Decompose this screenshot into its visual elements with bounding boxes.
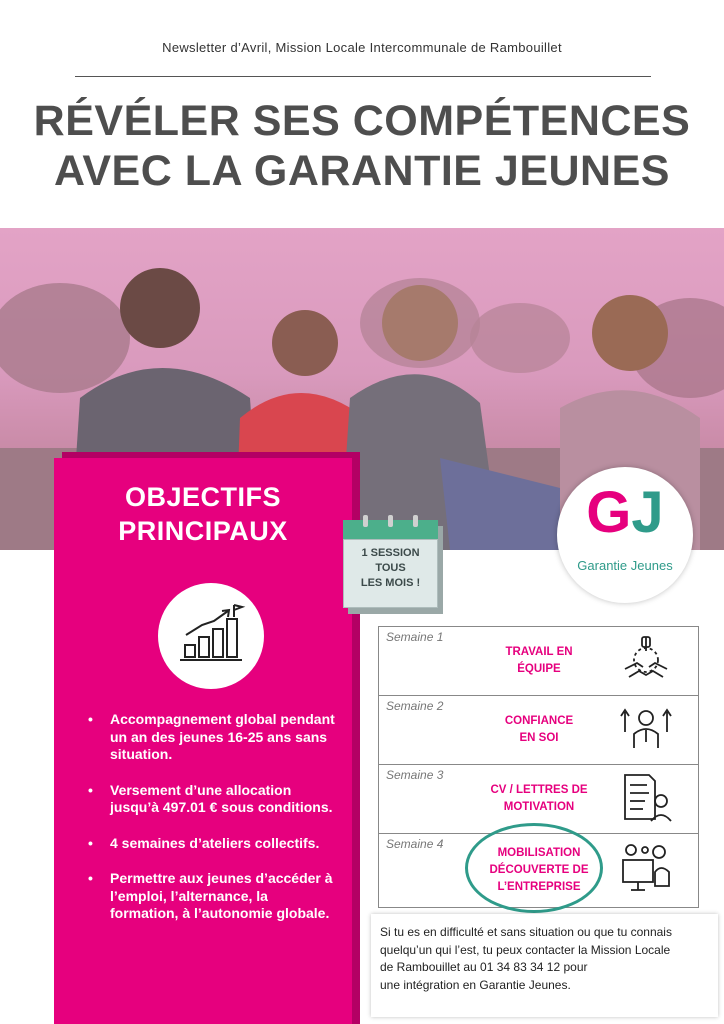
week-topic-line: CV / LETTRES DE [490, 784, 588, 796]
logo-label: Garantie Jeunes [577, 558, 673, 573]
week-label: Semaine 4 [386, 837, 444, 851]
week-topic [475, 644, 603, 678]
page-title [0, 96, 724, 196]
objective-item: • Versement d’une allocation jusqu’à 497.01 € sous conditions. [86, 782, 336, 817]
week-label: Semaine 1 [386, 630, 444, 644]
teamwork-hands-icon [619, 633, 673, 687]
header-divider [75, 76, 651, 77]
week-topic-line: MOBILISATION [497, 847, 581, 859]
newsletter-subtitle: Newsletter d’Avril, Mission Locale Intercommunale de Rambouillet [162, 40, 562, 55]
calendar-text [343, 546, 438, 591]
session-calendar [343, 520, 438, 608]
contact-line: quelqu’un qui l’est, tu peux contacter la Mission Locale [380, 942, 671, 957]
calendar-ring [363, 515, 368, 527]
week-topic-line: ÉQUIPE [517, 663, 561, 675]
confident-person-icon [619, 702, 673, 756]
calendar-ring [388, 515, 393, 527]
objective-item: • Permettre aux jeunes d’accéder à l’emploi, l’alternance, la formation, à l’autonomie globale. [86, 870, 336, 923]
contact-line: de Rambouillet au 01 34 83 34 12 pour [380, 960, 588, 974]
week-topic-line: DÉCOUVERTE DE [489, 864, 589, 876]
calendar-ring [413, 515, 418, 527]
calendar-line-1: 1 SESSION [361, 547, 420, 559]
week-label: Semaine 2 [386, 699, 444, 713]
objectives-title-line-2: PRINCIPAUX [118, 516, 288, 546]
week-label: Semaine 3 [386, 768, 444, 782]
week-topic-line: TRAVAIL EN [505, 646, 573, 658]
title-line-2: AVEC LA GARANTIE JEUNES [54, 147, 670, 195]
resume-document-icon [619, 771, 673, 825]
calendar-line-2: TOUS [375, 562, 406, 574]
contact-line: une intégration en Garantie Jeunes. [380, 977, 571, 992]
objective-item: • 4 semaines d’ateliers collectifs. [86, 835, 336, 853]
highlight-ellipse [465, 823, 603, 913]
contact-box [371, 914, 718, 1017]
week-row-1 [379, 627, 698, 696]
objective-item: • Accompagnement global pendant un an des jeunes 16-25 ans sans situation. [86, 711, 336, 764]
business-presentation-icon [619, 842, 673, 896]
objectives-title-line-1: OBJECTIFS [124, 482, 282, 512]
growth-chart-icon [158, 583, 264, 689]
week-topic [475, 782, 603, 816]
contact-line: Si tu es en difficulté et sans situation ou que tu connais [380, 925, 672, 939]
week-topic-line: CONFIANCE [504, 715, 574, 727]
logo-letters [557, 478, 693, 548]
week-topic-line: MOTIVATION [503, 801, 575, 813]
logo-letter-j: J [631, 480, 664, 545]
objectives-list [86, 711, 336, 941]
contact-text [380, 924, 712, 994]
week-topic [475, 713, 603, 747]
title-line-1: RÉVÉLER SES COMPÉTENCES [33, 97, 691, 145]
calendar-line-3: LES MOIS ! [360, 577, 421, 589]
week-row-2 [379, 696, 698, 765]
week-topic-line: L’ENTREPRISE [497, 881, 581, 893]
logo-letter-g: G [586, 480, 632, 545]
objectives-title [54, 480, 352, 548]
week-topic-line: EN SOI [519, 732, 559, 744]
